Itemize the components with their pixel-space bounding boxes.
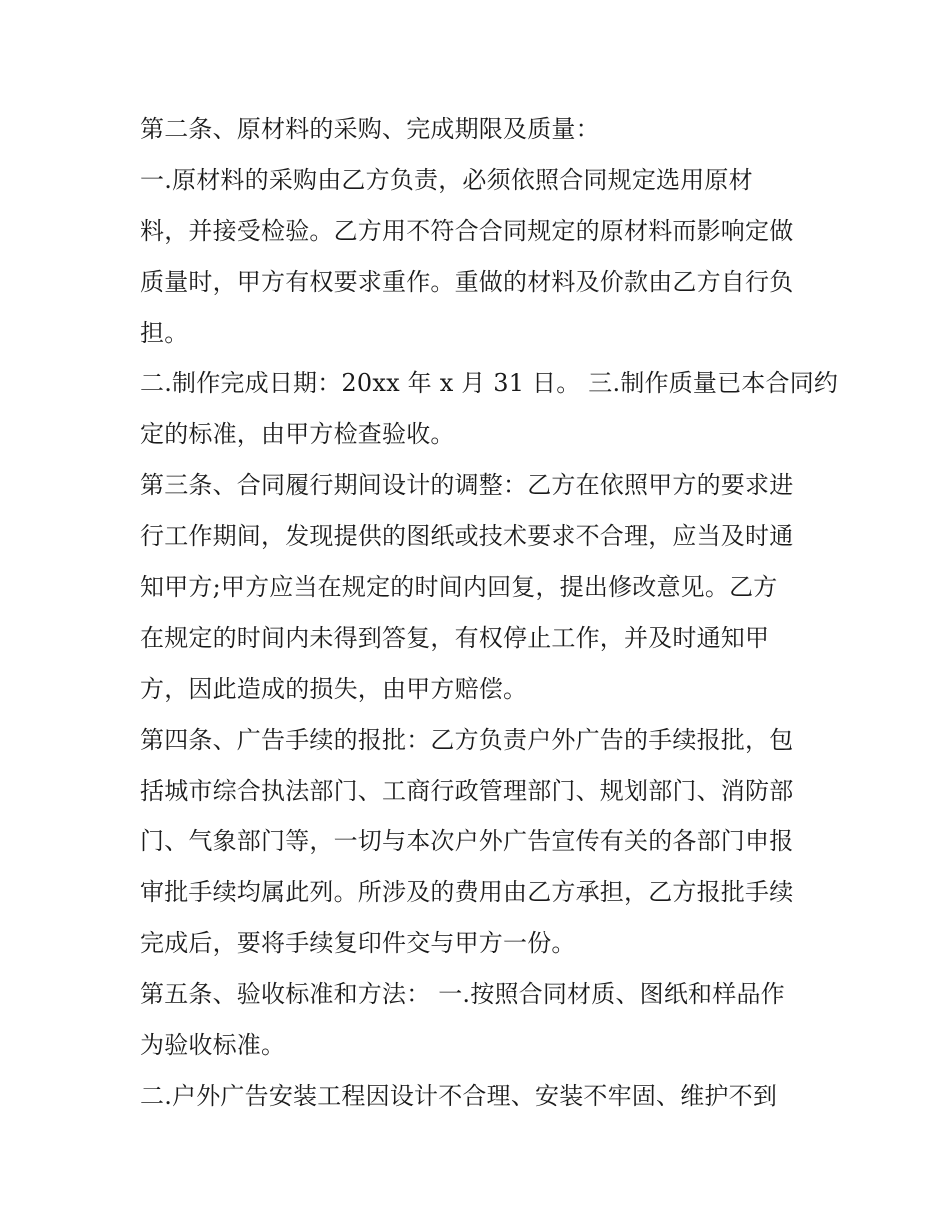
text-line: 在规定的时间内未得到答复，有权停止工作，并及时通知甲	[140, 623, 770, 652]
text-line: 完成后，要将手续复印件交与甲方一份。	[140, 929, 576, 958]
text-line: 担。	[140, 318, 189, 347]
text-line: 为验收标准。	[140, 1031, 286, 1060]
text-line: 二.制作完成日期：20xx 年 x 月 31 日。 三.制作质量已本合同约	[140, 369, 839, 398]
text-line: 质量时，甲方有权要求重作。重做的材料及价款由乙方自行负	[140, 267, 794, 296]
text-line: 知甲方;甲方应当在规定的时间内回复，提出修改意见。乙方	[140, 573, 778, 602]
text-line: 门、气象部门等，一切与本次户外广告宣传有关的各部门申报	[140, 827, 794, 856]
text-line: 料，并接受检验。乙方用不符合合同规定的原材料而影响定做	[140, 216, 794, 245]
text-line: 二.户外广告安装工程因设计不合理、安装不牢固、维护不到	[140, 1081, 778, 1110]
text-line: 定的标准，由甲方检查验收。	[140, 420, 455, 449]
text-line: 行工作期间，发现提供的图纸或技术要求不合理，应当及时通	[140, 522, 794, 551]
text-line: 一.原材料的采购由乙方负责，必须依照合同规定选用原材	[140, 165, 753, 194]
article-3-heading: 第三条、合同履行期间设计的调整：乙方在依照甲方的要求进	[140, 471, 794, 500]
article-2-heading: 第二条、原材料的采购、完成期限及质量：	[140, 115, 600, 143]
article-4-heading: 第四条、广告手续的报批：乙方负责户外广告的手续报批，包	[140, 725, 794, 754]
article-5-heading: 第五条、验收标准和方法： 一.按照合同材质、图纸和样品作	[140, 980, 785, 1009]
contract-text-block	[140, 104, 839, 1122]
text-line: 审批手续均属此列。所涉及的费用由乙方承担，乙方报批手续	[140, 878, 794, 907]
text-line: 括城市综合执法部门、工商行政管理部门、规划部门、消防部	[140, 776, 794, 805]
text-line: 方，因此造成的损失，由甲方赔偿。	[140, 674, 528, 703]
